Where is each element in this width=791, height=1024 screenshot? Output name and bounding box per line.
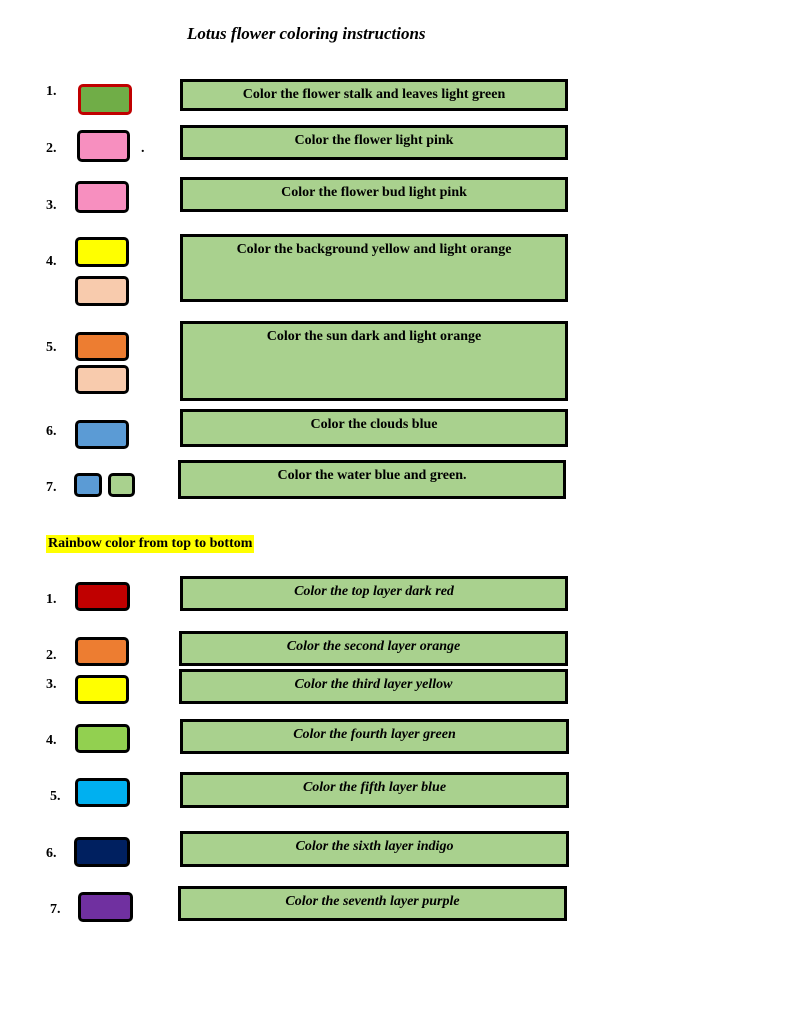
rainbow-item-3-number: 3. (46, 677, 57, 692)
lotus-item-6-instruction: Color the clouds blue (180, 409, 568, 447)
lotus-item-5-instruction: Color the sun dark and light orange (180, 321, 568, 401)
lotus-item-5-swatch-b (75, 365, 129, 394)
rainbow-item-5-swatch (75, 778, 130, 807)
rainbow-item-3-swatch (75, 675, 129, 704)
rainbow-item-2-number: 2. (46, 648, 57, 663)
rainbow-item-4-swatch (75, 724, 130, 753)
lotus-item-6-number: 6. (46, 424, 57, 439)
lotus-item-2-swatch (77, 130, 130, 162)
lotus-item-2-number: 2. (46, 141, 57, 156)
rainbow-item-3-instruction: Color the third layer yellow (179, 669, 568, 704)
rainbow-item-5-number: 5. (50, 789, 61, 804)
lotus-item-3-number: 3. (46, 198, 57, 213)
page-title: Lotus flower coloring instructions (187, 24, 426, 43)
rainbow-item-2-instruction: Color the second layer orange (179, 631, 568, 666)
lotus-item-4-instruction: Color the background yellow and light orange (180, 234, 568, 302)
rainbow-item-5-instruction: Color the fifth layer blue (180, 772, 569, 808)
rainbow-heading: Rainbow color from top to bottom (48, 536, 253, 551)
rainbow-item-2-swatch (75, 637, 129, 666)
rainbow-item-1-swatch (75, 582, 130, 611)
rainbow-item-7-swatch (78, 892, 133, 922)
lotus-item-3-instruction: Color the flower bud light pink (180, 177, 568, 212)
lotus-item-4-swatch-a (75, 237, 129, 267)
lotus-item-7-number: 7. (46, 480, 57, 495)
rainbow-item-7-instruction: Color the seventh layer purple (178, 886, 567, 921)
lotus-item-5-number: 5. (46, 340, 57, 355)
lotus-item-3-swatch (75, 181, 129, 213)
lotus-item-7-instruction: Color the water blue and green. (178, 460, 566, 499)
lotus-item-6-swatch (75, 420, 129, 449)
rainbow-item-6-swatch (74, 837, 130, 867)
rainbow-item-6-instruction: Color the sixth layer indigo (180, 831, 569, 867)
lotus-item-7-swatch-b (108, 473, 135, 497)
lotus-item-1-swatch (78, 84, 132, 115)
lotus-item-1-number: 1. (46, 84, 57, 99)
rainbow-item-7-number: 7. (50, 902, 61, 917)
lotus-item-1-instruction: Color the flower stalk and leaves light green (180, 79, 568, 111)
rainbow-item-1-number: 1. (46, 592, 57, 607)
rainbow-item-6-number: 6. (46, 846, 57, 861)
rainbow-item-4-instruction: Color the fourth layer green (180, 719, 569, 754)
lotus-item-5-swatch-a (75, 332, 129, 361)
lotus-item-2-instruction: Color the flower light pink (180, 125, 568, 160)
rainbow-item-1-instruction: Color the top layer dark red (180, 576, 568, 611)
lotus-item-4-number: 4. (46, 254, 57, 269)
lotus-item-2-trailing: . (141, 141, 145, 156)
rainbow-item-4-number: 4. (46, 733, 57, 748)
lotus-item-4-swatch-b (75, 276, 129, 306)
lotus-item-7-swatch-a (74, 473, 102, 497)
